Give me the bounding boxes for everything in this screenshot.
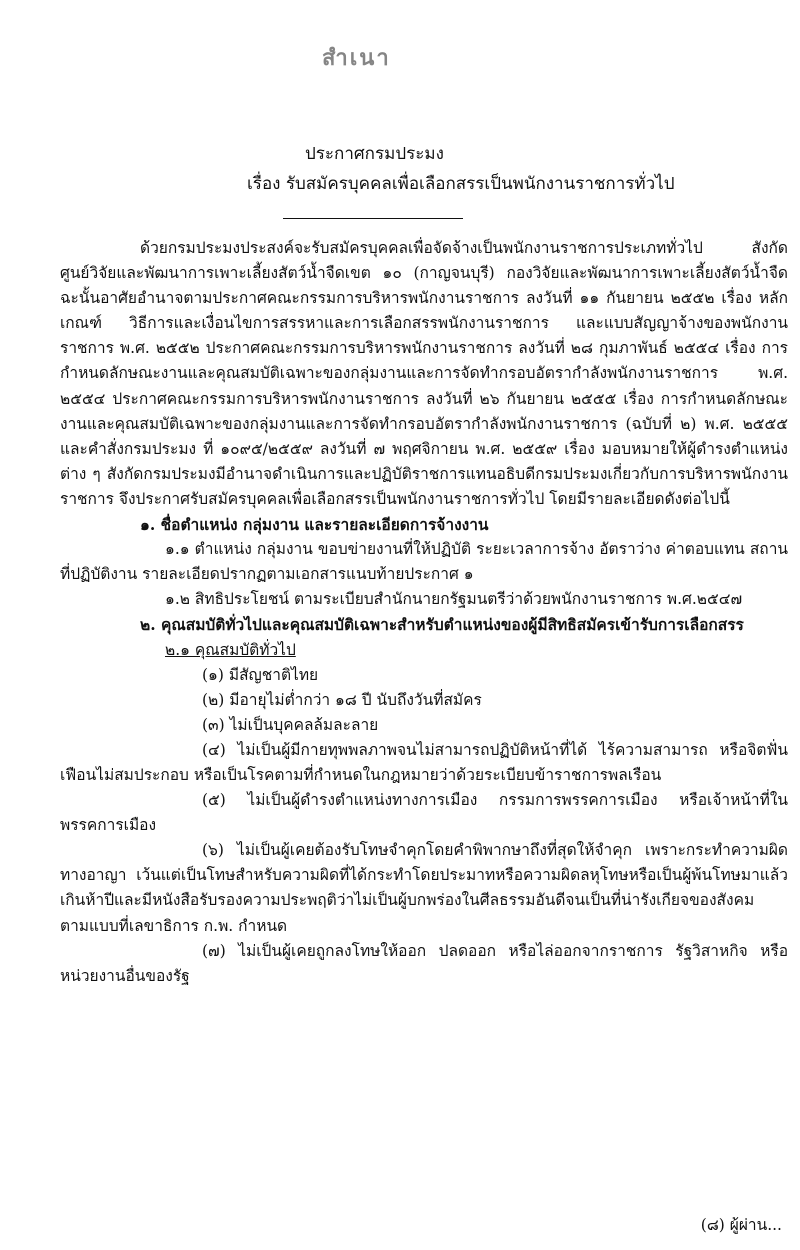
qualification-item: (๑) มีสัญชาติไทย bbox=[202, 665, 319, 684]
title-divider bbox=[283, 218, 463, 219]
section-1-item-2: ๑.๒ สิทธิประโยชน์ ตามระเบียบสำนักนายกรัฐมนตรีว่าด้วยพนักงานราชการ พ.ศ.๒๕๔๗ bbox=[165, 590, 743, 609]
page-continuation: (๘) ผู้ผ่าน... bbox=[700, 1216, 782, 1234]
copy-stamp: สำเนา bbox=[322, 45, 391, 71]
qualification-item: (๖) ไม่เป็นผู้เคยต้องรับโทษจำคุกโดยคำพิพากษาถึงที่สุดให้จำคุก เพราะกระทำความผิดทางอาญา เว้นแต่เป็นโทษสำหรับความผิดที่ได้กระทำโดยประมาทหรือความผิดลหุโทษหรือเป็นผู้พ้นโทษมาแล้วเกินห้าปีและมีหนังสือรับรองความประพฤติว่าไม่เป็นผู้บกพร่องในศีลธรรมอันดีจนเป็นที่น่ารังเกียจของสังคม ตามแบบที่เลขาธิการ ก.พ. กำหนด bbox=[60, 841, 788, 935]
intro-paragraph: ด้วยกรมประมงประสงค์จะรับสมัครบุคคลเพื่อจัดจ้างเป็นพนักงานราชการประเภททั่วไป สังกัดศูนย์วิจัยและพัฒนาการเพาะเลี้ยงสัตว์น้ำจืดเขต ๑๐ (กาญจนบุรี) กองวิจัยและพัฒนาการเพาะเลี้ยงสัตว์น้ำจืด ฉะนั้นอาศัยอำนาจตามประกาศคณะกรรมการบริหารพนักงานราชการ ลงวันที่ ๑๑ กันยายน ๒๕๕๒ เรื่อง หลักเกณฑ์ วิธีการและเงื่อนไขการสรรหาและการเลือกสรรพนักงานราชการ และแบบสัญญาจ้างของพนักงานราชการ พ.ศ. ๒๕๕๒ ประกาศคณะกรรมการบริหารพนักงานราชการ ลงวันที่ ๒๘ กุมภาพันธ์ ๒๕๕๔ เรื่อง การกำหนดลักษณะงานและคุณสมบัติเฉพาะของกลุ่มงานและการจัดทำกรอบอัตรากำลังพนักงานราชการ พ.ศ. ๒๕๕๔ ประกาศคณะกรรมการบริหารพนักงานราชการ ลงวันที่ ๒๖ กันยายน ๒๕๕๕ เรื่อง การกำหนดลักษณะงานและคุณสมบัติเฉพาะของกลุ่มงานและการจัดทำกรอบอัตรากำลังพนักงานราชการ (ฉบับที่ ๒) พ.ศ. ๒๕๕๕ และคำสั่งกรมประมง ที่ ๑๐๙๕/๒๕๕๙ ลงวันที่ ๗ พฤศจิกายน พ.ศ. ๒๕๕๙ เรื่อง มอบหมายให้ผู้ดำรงตำแหน่งต่าง ๆ สังกัดกรมประมงมีอำนาจดำเนินการและปฏิบัติราชการแทนอธิบดีกรมประมงเกี่ยวกับการบริหารพนักงานราชการ จึงประกาศรับสมัครบุคคลเพื่อเลือกสรรเป็นพนักงานราชการทั่วไป โดยมีรายละเอียดดังต่อไปนี้ bbox=[60, 239, 788, 508]
section-1-heading: ๑. ชื่อตำแหน่ง กลุ่มงาน และรายละเอียดการจ้างงาน bbox=[140, 515, 489, 535]
announcement-title: ประกาศกรมประมง bbox=[305, 144, 444, 164]
qualification-item: (๕) ไม่เป็นผู้ดำรงตำแหน่งทางการเมือง กรรมการพรรคการเมือง หรือเจ้าหน้าที่ในพรรคการเมือง bbox=[60, 791, 788, 835]
section-1-item-1: ๑.๑ ตำแหน่ง กลุ่มงาน ขอบข่ายงานที่ให้ปฏิบัติ ระยะเวลาการจ้าง อัตราว่าง ค่าตอบแทน สถานที่ปฏิบัติงาน รายละเอียดปรากฏตามเอกสารแนบท้ายประกาศ ๑ bbox=[60, 540, 788, 584]
announcement-subject: เรื่อง รับสมัครบุคคลเพื่อเลือกสรรเป็นพนักงานราชการทั่วไป bbox=[247, 174, 675, 194]
document-body bbox=[60, 236, 788, 989]
section-2-subheading: ๒.๑ คุณสมบัติทั่วไป bbox=[165, 640, 296, 659]
section-2-heading: ๒. คุณสมบัติทั่วไปและคุณสมบัติเฉพาะสำหรับตำแหน่งของผู้มีสิทธิสมัครเข้ารับการเลือกสรร bbox=[140, 615, 744, 635]
qualification-item: (๗) ไม่เป็นผู้เคยถูกลงโทษให้ออก ปลดออก หรือไล่ออกจากราชการ รัฐวิสาหกิจ หรือหน่วยงานอื่นของรัฐ bbox=[60, 941, 788, 985]
qualification-item: (๓) ไม่เป็นบุคคลล้มละลาย bbox=[202, 715, 379, 734]
qualification-item: (๔) ไม่เป็นผู้มีกายทุพพลภาพจนไม่สามารถปฏิบัติหน้าที่ได้ ไร้ความสามารถ หรือจิตฟั่นเฟือนไม่สมประกอบ หรือเป็นโรคตามที่กำหนดในกฎหมายว่าด้วยระเบียบข้าราชการพลเรือน bbox=[60, 740, 788, 784]
qualification-item: (๒) มีอายุไม่ต่ำกว่า ๑๘ ปี นับถึงวันที่สมัคร bbox=[202, 690, 482, 709]
